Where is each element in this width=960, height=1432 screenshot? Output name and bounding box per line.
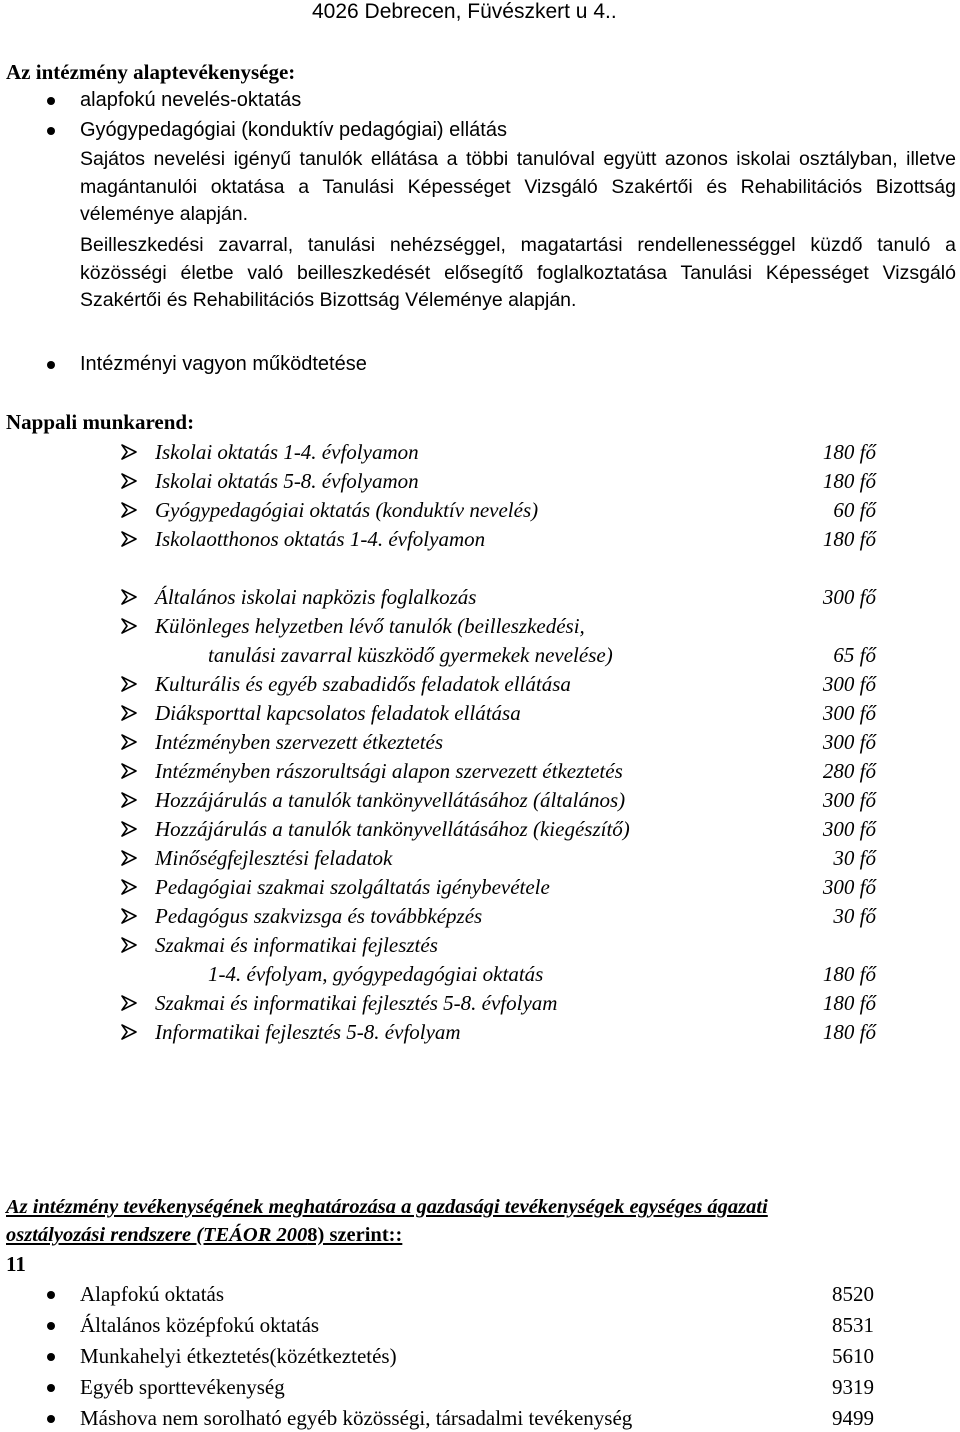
schedule-value: 65 fő	[833, 643, 876, 667]
schedule-value: 60 fő	[833, 498, 876, 522]
arrow-bullet-icon	[120, 791, 138, 809]
arrow-bullet-icon	[120, 878, 138, 896]
teaor-title-line-2	[6, 1223, 402, 1247]
schedule-label-continuation: 1-4. évfolyam, gyógypedagógiai oktatás	[208, 962, 544, 986]
schedule-value: 180 fő	[822, 469, 876, 493]
arrow-bullet-icon	[120, 675, 138, 693]
arrow-bullet-icon	[120, 907, 138, 925]
schedule-value: 30 fő	[833, 846, 876, 870]
schedule-label: Intézményben szervezett étkeztetés	[155, 730, 444, 754]
activity-paragraph-1: Sajátos nevelési igényű tanulók ellátása a többi tanulóval együtt azonos iskolai osztályban, illetve magántanulói oktatása a Tanulási Képességet Vizsgáló Szakértői és Rehabilitációs Bizottság véleménye alapján.	[80, 148, 956, 225]
bullet-dot	[47, 127, 55, 135]
schedule-label: Kulturális és egyéb szabadidős feladatok ellátása	[155, 672, 571, 696]
schedule-label: Intézményben rászorultsági alapon szervezett étkeztetés	[155, 759, 623, 783]
bullet-dot	[47, 1384, 55, 1392]
bullet-dot	[47, 97, 55, 105]
teaor-title-bold: 8) szerint::	[307, 1224, 403, 1246]
schedule-value: 300 fő	[822, 701, 876, 725]
schedule-value: 300 fő	[822, 672, 876, 696]
arrow-bullet-icon	[120, 530, 138, 548]
schedule-value: 300 fő	[822, 585, 876, 609]
teaor-item-label: Máshova nem sorolható egyéb közösségi, társadalmi tevékenység	[80, 1406, 633, 1430]
teaor-item-label: Általános középfokú oktatás	[80, 1313, 320, 1337]
schedule-value: 180 fő	[822, 991, 876, 1015]
schedule-label: Pedagógiai szakmai szolgáltatás igénybevétele	[155, 875, 550, 899]
schedule-label: Iskolaotthonos oktatás 1-4. évfolyamon	[155, 527, 486, 551]
teaor-item-code: 8531	[832, 1313, 874, 1337]
schedule-value: 180 fő	[822, 527, 876, 551]
arrow-bullet-icon	[120, 617, 138, 635]
schedule-label: Szakmai és informatikai fejlesztés	[155, 933, 438, 957]
teaor-item-label: Alapfokú oktatás	[80, 1282, 225, 1306]
teaor-title-italic: osztályozási rendszere (TEÁOR 200	[6, 1224, 308, 1246]
arrow-bullet-icon	[120, 936, 138, 954]
arrow-bullet-icon	[120, 443, 138, 461]
schedule-label: Minőségfejlesztési feladatok	[155, 846, 393, 870]
arrow-bullet-icon	[120, 820, 138, 838]
bullet-dot	[47, 1322, 55, 1330]
bullet-dot	[47, 1353, 55, 1361]
schedule-label: Különleges helyzetben lévő tanulók (beilleszkedési,	[155, 614, 585, 638]
schedule-value: 300 fő	[822, 730, 876, 754]
schedule-value: 300 fő	[822, 875, 876, 899]
schedule-label-continuation: tanulási zavarral küszködő gyermekek nevelése)	[208, 643, 613, 667]
teaor-item-code: 5610	[832, 1344, 874, 1368]
teaor-title-line-1: Az intézmény tevékenységének meghatározása a gazdasági tevékenységek egységes ágazati	[6, 1196, 768, 1218]
arrow-bullet-icon	[120, 733, 138, 751]
bullet-dot	[47, 1415, 55, 1423]
activity-item: alapfokú nevelés-oktatás	[80, 89, 302, 111]
arrow-bullet-icon	[120, 472, 138, 490]
activity-paragraph-2: Beilleszkedési zavarral, tanulási nehézséggel, magatartási rendellenességgel küzdő tanuló a közösségi életbe való beilleszkedését elősegítő foglalkoztatása Tanulási Képességet Vizsgáló Szakértői és Rehabilitációs Bizottság Véleménye alapján.	[80, 234, 956, 311]
arrow-bullet-icon	[120, 994, 138, 1012]
schedule-value: 180 fő	[822, 440, 876, 464]
schedule-value: 180 fő	[822, 962, 876, 986]
arrow-bullet-icon	[120, 849, 138, 867]
bullet-dot	[47, 361, 55, 369]
teaor-item-code: 9499	[832, 1406, 874, 1430]
address-header: 4026 Debrecen, Füvészkert u 4..	[312, 0, 617, 23]
teaor-item-label: Munkahelyi étkeztetés(közétkeztetés)	[80, 1344, 397, 1368]
arrow-bullet-icon	[120, 762, 138, 780]
schedule-label: Informatikai fejlesztés 5-8. évfolyam	[155, 1020, 461, 1044]
activities-title: Az intézmény alaptevékenysége:	[6, 60, 296, 84]
schedule-label: Szakmai és informatikai fejlesztés 5-8. évfolyam	[155, 991, 558, 1015]
teaor-code: 11	[6, 1252, 26, 1276]
arrow-bullet-icon	[120, 704, 138, 722]
schedule-value: 30 fő	[833, 904, 876, 928]
schedule-value: 280 fő	[822, 759, 876, 783]
activity-item: Gyógypedagógiai (konduktív pedagógiai) ellátás	[80, 119, 507, 141]
teaor-item-label: Egyéb sporttevékenység	[80, 1375, 285, 1399]
bullet-dot	[47, 1291, 55, 1299]
schedule-value: 180 fő	[822, 1020, 876, 1044]
schedule-label: Pedagógus szakvizsga és továbbképzés	[155, 904, 483, 928]
schedule-title: Nappali munkarend:	[6, 410, 195, 434]
schedule-label: Iskolai oktatás 1-4. évfolyamon	[155, 440, 419, 464]
schedule-label: Hozzájárulás a tanulók tankönyvellátásához (kiegészítő)	[155, 817, 630, 841]
schedule-label: Gyógypedagógiai oktatás (konduktív nevelés)	[155, 498, 539, 522]
arrow-bullet-icon	[120, 1023, 138, 1041]
teaor-item-code: 9319	[832, 1375, 874, 1399]
schedule-label: Diáksporttal kapcsolatos feladatok ellátása	[155, 701, 521, 725]
schedule-value: 300 fő	[822, 817, 876, 841]
schedule-value: 300 fő	[822, 788, 876, 812]
teaor-item-code: 8520	[832, 1282, 874, 1306]
activity-item: Intézményi vagyon működtetése	[80, 353, 367, 375]
arrow-bullet-icon	[120, 501, 138, 519]
schedule-label: Hozzájárulás a tanulók tankönyvellátásához (általános)	[155, 788, 626, 812]
schedule-label: Általános iskolai napközis foglalkozás	[155, 585, 477, 609]
arrow-bullet-icon	[120, 588, 138, 606]
schedule-label: Iskolai oktatás 5-8. évfolyamon	[155, 469, 419, 493]
